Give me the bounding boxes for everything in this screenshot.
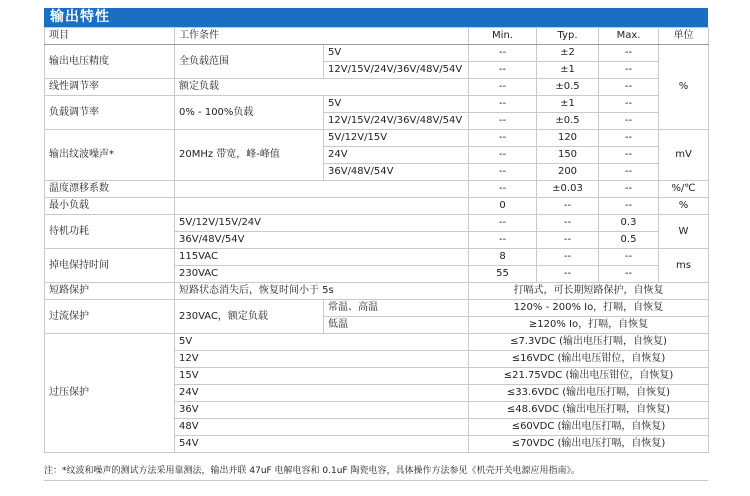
typ-cell: ±0.5 (537, 113, 599, 130)
max-cell: -- (599, 113, 659, 130)
table-row (45, 79, 709, 96)
max-cell: -- (599, 79, 659, 96)
max-cell: 0.3 (599, 215, 659, 232)
max-cell: -- (599, 181, 659, 198)
value-cell: 120% - 200% Io，打嗝，自恢复 (469, 300, 709, 317)
min-cell: -- (469, 113, 537, 130)
sub-cell: 常温、高温 (324, 300, 469, 317)
header-row (45, 28, 709, 45)
section-title: 输出特性 (50, 9, 110, 25)
sub-cell: 36V/48V/54V (175, 232, 469, 249)
min-cell: -- (469, 96, 537, 113)
sub-cell: 5V/12V/15V (324, 130, 469, 147)
unit-min-load: % (659, 198, 709, 215)
value-short: 打嗝式，可长期短路保护，自恢复 (469, 283, 709, 300)
value-cell: ≤7.3VDC (输出电压打嗝，自恢复) (469, 334, 709, 351)
output-spec-table (44, 27, 709, 453)
typ-cell: -- (537, 198, 599, 215)
table-row (45, 130, 709, 147)
item-min-load: 最小负载 (45, 198, 175, 215)
max-cell: -- (599, 164, 659, 181)
min-cell: -- (469, 164, 537, 181)
header-unit: 单位 (659, 28, 709, 45)
typ-cell: -- (537, 266, 599, 283)
typ-cell: -- (537, 215, 599, 232)
header-min: Min. (469, 28, 537, 45)
value-cell: ≤60VDC (输出电压打嗝，自恢复) (469, 419, 709, 436)
sub-cell: 36V/48V/54V (324, 164, 469, 181)
cond-empty (175, 198, 469, 215)
unit-mv: mV (659, 130, 709, 181)
min-cell: -- (469, 147, 537, 164)
sub-cell: 12V/15V/24V/36V/48V/54V (324, 113, 469, 130)
item-load-reg: 负载调节率 (45, 96, 175, 130)
typ-cell: 150 (537, 147, 599, 164)
typ-cell: 200 (537, 164, 599, 181)
typ-cell: ±1 (537, 62, 599, 79)
value-cell: ≤48.6VDC (输出电压打嗝，自恢复) (469, 402, 709, 419)
item-holdup: 掉电保持时间 (45, 249, 175, 283)
sub-cell: 12V/15V/24V/36V/48V/54V (324, 62, 469, 79)
sub-cell: 5V (175, 334, 469, 351)
sub-cell: 230VAC (175, 266, 469, 283)
typ-cell: ±2 (537, 45, 599, 62)
cond-overcurrent: 230VAC，额定负载 (175, 300, 324, 334)
max-cell: -- (599, 62, 659, 79)
min-cell: -- (469, 62, 537, 79)
item-accuracy: 输出电压精度 (45, 45, 175, 79)
sub-cell: 24V (175, 385, 469, 402)
table-row (45, 215, 709, 232)
value-cell: ≤70VDC (输出电压打嗝，自恢复) (469, 436, 709, 453)
item-standby: 待机功耗 (45, 215, 175, 249)
max-cell: -- (599, 266, 659, 283)
sub-cell: 36V (175, 402, 469, 419)
table-row (45, 198, 709, 215)
sub-cell: 48V (175, 419, 469, 436)
unit-percent: % (659, 45, 709, 130)
typ-cell: ±0.03 (537, 181, 599, 198)
typ-cell: ±1 (537, 96, 599, 113)
max-cell: -- (599, 147, 659, 164)
cond-load-reg: 0% - 100%负载 (175, 96, 324, 130)
max-cell: -- (599, 45, 659, 62)
cond-accuracy: 全负载范围 (175, 45, 324, 79)
sub-cell: 12V (175, 351, 469, 368)
item-short: 短路保护 (45, 283, 175, 300)
sub-cell: 15V (175, 368, 469, 385)
sub-cell: 24V (324, 147, 469, 164)
footnote: 注：*纹波和噪声的测试方法采用靠测法，输出并联 47uF 电解电容和 0.1uF 陶瓷电容，具体操作方法参见《机壳开关电源应用指南》。 (44, 466, 580, 476)
typ-cell: 120 (537, 130, 599, 147)
unit-temp: %/℃ (659, 181, 709, 198)
unit-w: W (659, 215, 709, 249)
min-cell: -- (469, 181, 537, 198)
min-cell: -- (469, 215, 537, 232)
sub-cell: 115VAC (175, 249, 469, 266)
value-cell: ≤33.6VDC (输出电压打嗝，自恢复) (469, 385, 709, 402)
typ-cell: ±0.5 (537, 79, 599, 96)
min-cell: -- (469, 45, 537, 62)
min-cell: 8 (469, 249, 537, 266)
cond-empty (175, 181, 469, 198)
typ-cell: -- (537, 249, 599, 266)
sub-cell: 低温 (324, 317, 469, 334)
sub-cell: 54V (175, 436, 469, 453)
sub-cell: 5V (324, 45, 469, 62)
item-overvoltage: 过压保护 (45, 334, 175, 453)
table-row (45, 181, 709, 198)
max-cell: -- (599, 96, 659, 113)
item-temp-coef: 温度漂移系数 (45, 181, 175, 198)
section-title-bar (44, 8, 708, 27)
table-row (45, 283, 709, 300)
max-cell: -- (599, 249, 659, 266)
unit-ms: ms (659, 249, 709, 283)
min-cell: -- (469, 232, 537, 249)
item-ripple: 输出纹波噪声* (45, 130, 175, 181)
min-cell: 0 (469, 198, 537, 215)
max-cell: 0.5 (599, 232, 659, 249)
header-typ: Typ. (537, 28, 599, 45)
sub-cell: 5V (324, 96, 469, 113)
sub-cell: 5V/12V/15V/24V (175, 215, 469, 232)
min-cell: 55 (469, 266, 537, 283)
header-item: 项目 (45, 28, 175, 45)
table-row (45, 300, 709, 317)
typ-cell: -- (537, 232, 599, 249)
value-cell: ≤21.75VDC (输出电压钳位，自恢复) (469, 368, 709, 385)
cond-ripple: 20MHz 带宽，峰-峰值 (175, 130, 324, 181)
table-row (45, 249, 709, 266)
max-cell: -- (599, 130, 659, 147)
table-row (45, 45, 709, 62)
cond-short: 短路状态消失后，恢复时间小于 5s (175, 283, 469, 300)
item-overcurrent: 过流保护 (45, 300, 175, 334)
value-cell: ≤16VDC (输出电压钳位，自恢复) (469, 351, 709, 368)
value-cell: ≥120% Io，打嗝，自恢复 (469, 317, 709, 334)
table-row (45, 334, 709, 351)
min-cell: -- (469, 130, 537, 147)
cond-line-reg: 额定负载 (175, 79, 469, 96)
table-row (45, 96, 709, 113)
header-condition: 工作条件 (175, 28, 469, 45)
footnote-divider (44, 480, 708, 481)
max-cell: -- (599, 198, 659, 215)
item-line-reg: 线性调节率 (45, 79, 175, 96)
min-cell: -- (469, 79, 537, 96)
header-max: Max. (599, 28, 659, 45)
